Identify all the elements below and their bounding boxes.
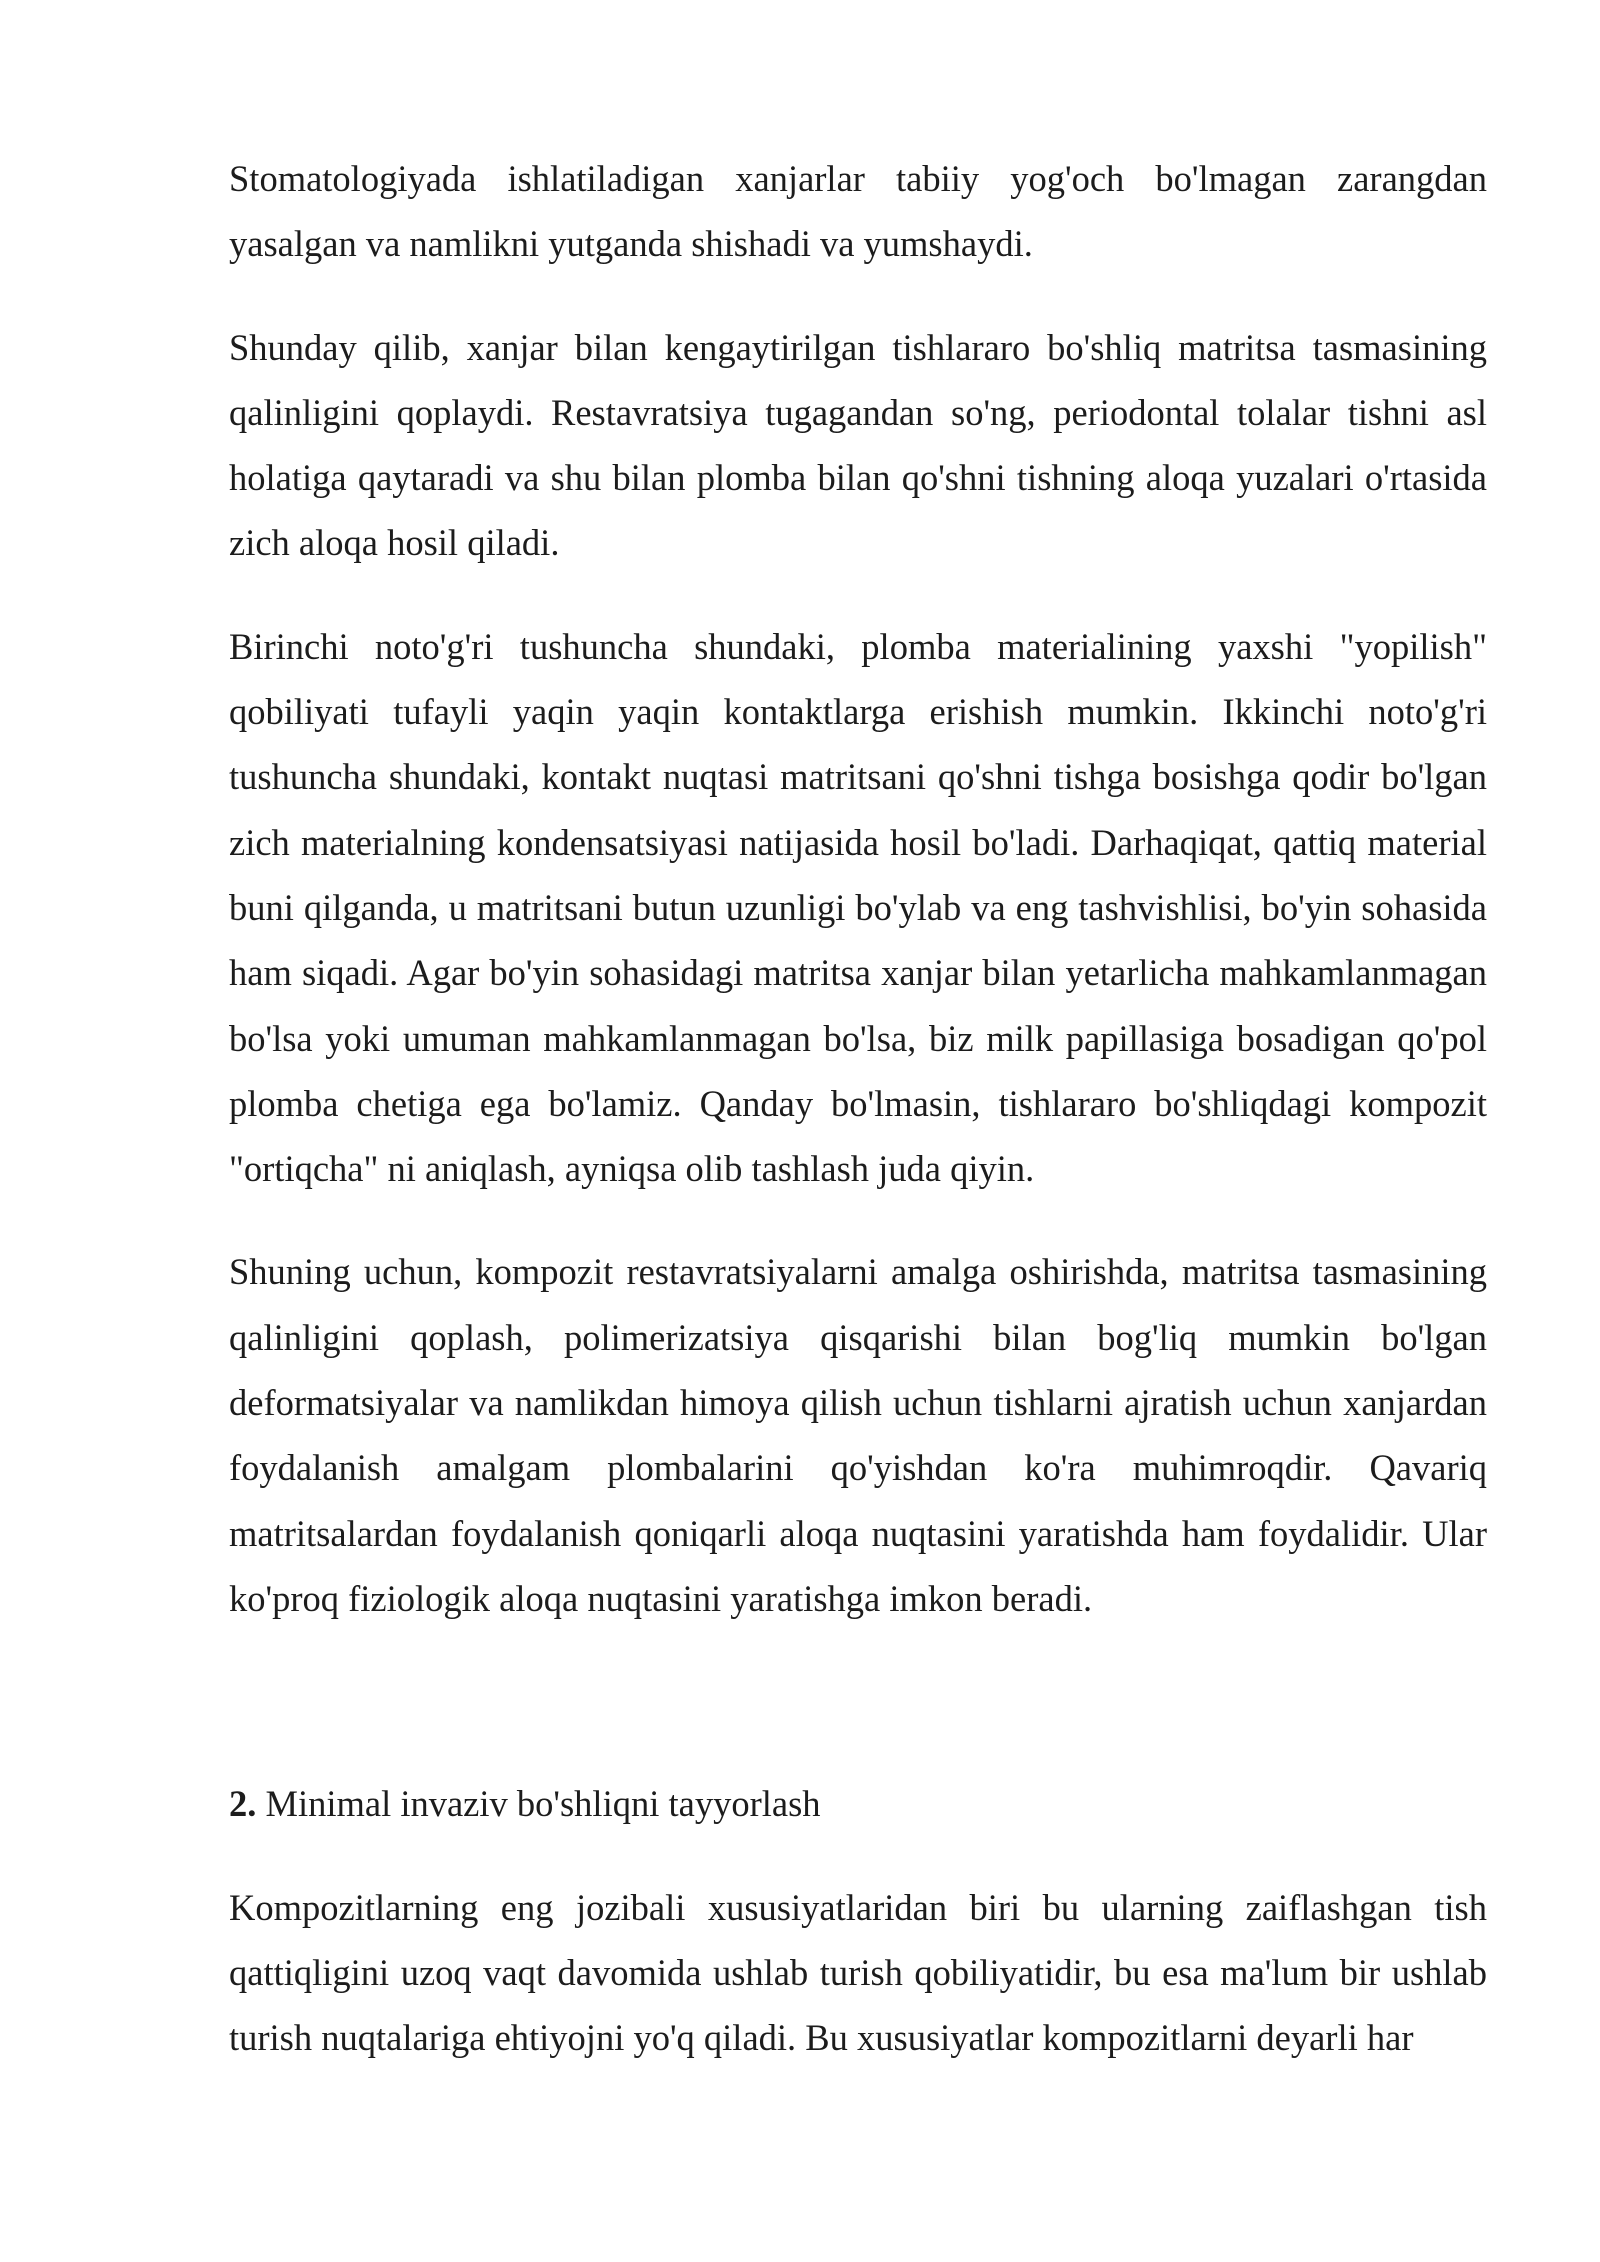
section-heading-title: Minimal invaziv bo'shliqni tayyorlash bbox=[256, 1783, 821, 1825]
paragraph-composites-properties: Kompozitlarning eng jozibali xususiyatlaridan biri bu ularning zaiflashgan tish qattiqligini uzoq vaqt davomida ushlab turish qobiliyatidir, bu esa ma'lum bir ushlab turish nuqtalariga ehtiyojni yo'q qiladi. Bu xususiyatlar kompozitlarni deyarli har bbox=[229, 1886, 1487, 2059]
paragraph-wedges-material: Stomatologiyada ishlatiladigan xanjarlar tabiiy yog'och bo'lmagan zarangdan yasalgan va namlikni yutganda shishadi va yumshaydi. bbox=[229, 158, 1487, 265]
paragraph-interdental-space: Shunday qilib, xanjar bilan kengaytirilgan tishlararo bo'shliq matritsa tasmasining qalinligini qoplaydi. Restavratsiya tugagandan so'ng, periodontal tolalar tishni asl holatiga qaytaradi va shu bilan plomba bilan qo'shni tishning aloqa yuzalari o'rtasida zich aloqa hosil qiladi. bbox=[229, 326, 1487, 564]
paragraph-misconceptions: Birinchi noto'g'ri tushuncha shundaki, plomba materialining yaxshi "yopilish" qobiliyati tufayli yaqin yaqin kontaktlarga erishish mumkin. Ikkinchi noto'g'ri tushuncha shundaki, kontakt nuqtasi matritsani qo'shni tishga bosishga qodir bo'lgan zich materialning kondensatsiyasi natijasida hosil bo'ladi. Darhaqiqat, qattiq material buni qilganda, u matritsani butun uzunligi bo'ylab va eng tashvishlisi, bo'yin sohasida ham siqadi. Agar bo'yin sohasidagi matritsa xanjar bilan yetarlicha mahkamlanmagan bo'lsa yoki umuman mahkamlanmagan bo'lsa, biz milk papillasiga bosadigan qo'pol plomba chetiga ega bo'lamiz. Qanday bo'lmasin, tishlararo bo'shliqdagi kompozit "ortiqcha" ni aniqlash, ayniqsa olib tashlash juda qiyin. bbox=[229, 625, 1487, 1190]
section-spacer bbox=[229, 1669, 1487, 1771]
document-page bbox=[229, 146, 1487, 2108]
section-heading-number: 2. bbox=[229, 1783, 257, 1825]
section-heading bbox=[229, 1771, 1487, 1836]
paragraph-composite-restorations: Shuning uchun, kompozit restavratsiyalarni amalga oshirishda, matritsa tasmasining qalinligini qoplash, polimerizatsiya qisqarishi bilan bog'liq mumkin bo'lgan deformatsiyalar va namlikdan himoya qilish uchun tishlarni ajratish uchun xanjardan foydalanish amalgam plombalarini qo'yishdan ko'ra muhimroqdir. Qavariq matritsalardan foydalanish qoniqarli aloqa nuqtasini yaratishda ham foydalidir. Ular ko'proq fiziologik aloqa nuqtasini yaratishga imkon beradi. bbox=[229, 1251, 1487, 1619]
